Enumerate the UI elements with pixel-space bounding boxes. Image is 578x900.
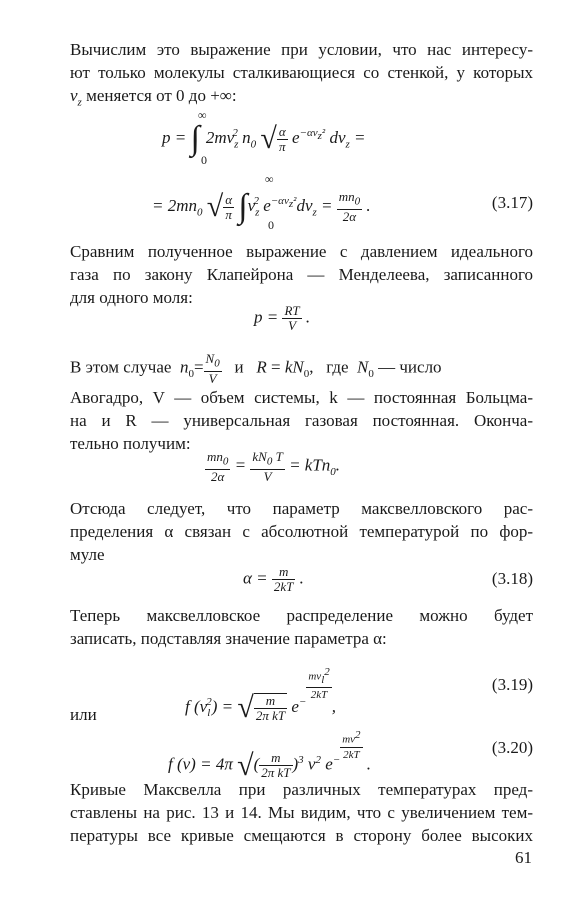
equation-3-17-line-1: p = ∫ $2mv_z^2$ $n_0$ √ $\frac{\alpha}{\pi}$ $e^{-\alpha v_z^2}$ $dv_z$ = — [162, 120, 366, 157]
text-line: на и R — универсальная газовая постоянная. Оконча- — [70, 411, 533, 431]
equation-number: (3.17) — [491, 193, 533, 212]
equation-ideal-gas: p = $\frac{RT}{V}$ . — [254, 303, 311, 333]
integral-upper-limit: ∞ — [198, 108, 207, 122]
word-or: или — [70, 705, 97, 724]
text-line: ют только молекулы сталкивающиеся со стенкой, у которых — [70, 63, 533, 82]
text-line: газа по закону Клапейрона — Менделеева, записанного — [70, 265, 533, 284]
paragraph-2 — [70, 240, 533, 309]
paragraph-1 — [70, 38, 533, 114]
paragraph-3 — [70, 352, 533, 455]
equation-kt: $\frac{mn_0}{2\alpha}$ = $\frac{kN_0 T}{V}$ = kTn$_0$. — [207, 449, 341, 484]
text-line: Сравним полученное выражение с давлением идеального — [70, 242, 533, 261]
text-line: Отсюда следует, что параметр максвелловского рас- — [70, 499, 533, 518]
equation-3-17-line-2: = $2mn_0$ √ $\frac{\alpha}{\pi}$ $\int v_z^2$ $e^{-\alpha v_z^2}dv_z$ = $\frac{mn_0}{2\alpha}$ . — [152, 188, 371, 225]
text-line: пературы все кривые смещаются в сторону более высоких — [70, 826, 533, 845]
text-line: записать, подставляя значение параметра α: — [70, 629, 387, 648]
text-line: для одного моля: — [70, 288, 193, 307]
integral-lower-limit: 0 — [268, 218, 274, 232]
text-line: муле — [70, 545, 105, 564]
paragraph-4 — [70, 497, 533, 566]
page-number: 61 — [515, 848, 532, 867]
integral-lower-limit: 0 — [201, 153, 207, 167]
text-line: В этом случае $n_0=$ $\frac{N_0}{V}$ и $R = kN_0$, где $N_0$ — число — [70, 351, 442, 386]
integral-upper-limit: ∞ — [265, 172, 274, 186]
equation-3-18: α = $\frac{m}{2kT}$ . — [243, 564, 304, 594]
text-line: Вычислим это выражение при условии, что нас интересу- — [70, 40, 533, 59]
text-line: $v_z$ меняется от 0 до +∞: — [70, 86, 237, 109]
paragraph-6 — [70, 778, 533, 847]
text-line: пределения α связан с абсолютной температурой по фор- — [70, 522, 533, 541]
paragraph-5 — [70, 604, 533, 650]
text-line: тельно получим: — [70, 434, 191, 454]
text-line: ставлены на рис. 13 и 14. Мы видим, что с увеличением тем- — [70, 803, 533, 822]
equation-3-19: f $(v_l^2)$ = √ $\frac{m}{\text{2π kT}}$ e− $\frac{mv_l^2}{2kT}$ , — [185, 666, 336, 724]
text-line: Кривые Максвелла при различных температурах пред- — [70, 780, 533, 799]
text-line: Теперь максвелловское распределение можно будет — [70, 606, 533, 625]
equation-number: (3.19) — [491, 675, 533, 694]
equation-number: (3.20) — [491, 738, 533, 757]
text-line: Авогадро, V — объем системы, k — постоянная Больцма- — [70, 388, 533, 408]
equation-3-20: f (v) = 4π √( $\frac{m}{\text{2π kT}}$ )$^3$ $v^2$ e− $\frac{mv^2}{2kT}$ . — [168, 729, 372, 782]
equation-number: (3.18) — [491, 569, 533, 588]
